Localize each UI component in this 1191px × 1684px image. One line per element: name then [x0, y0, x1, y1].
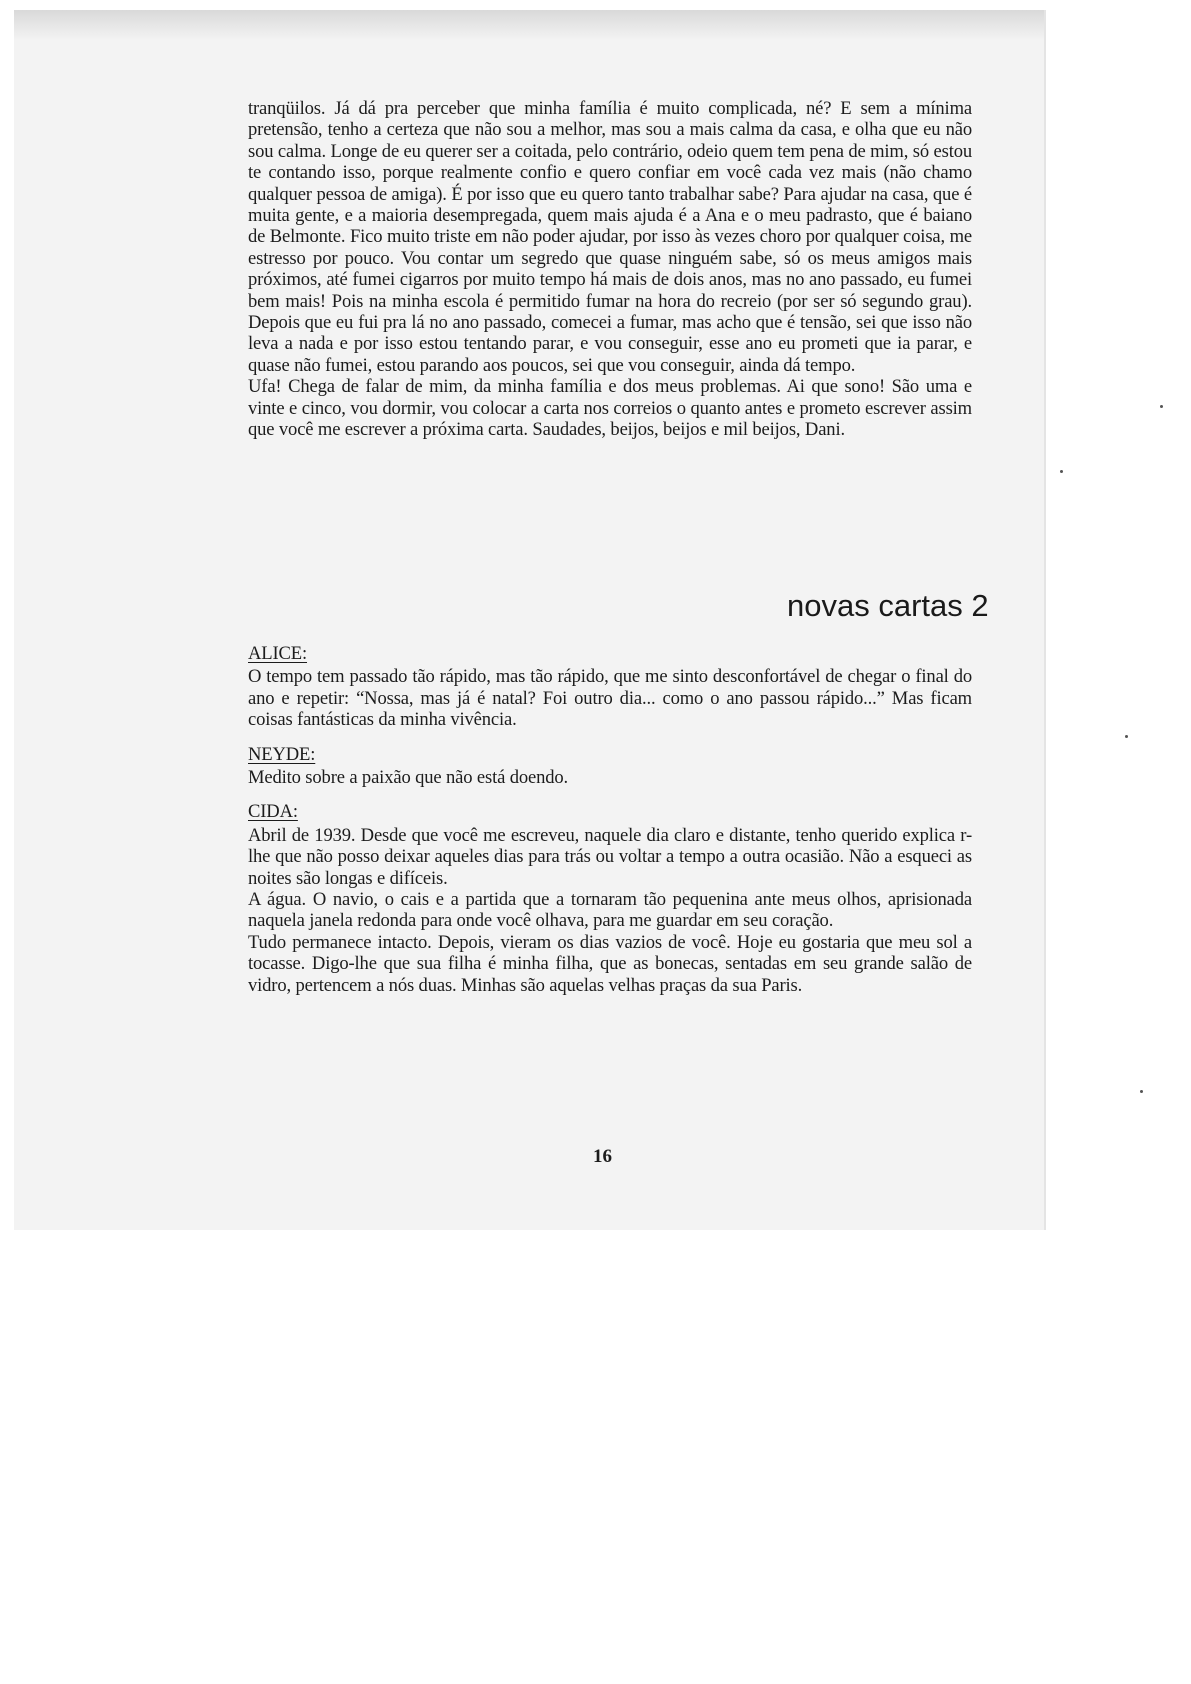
letter-text [248, 98, 972, 441]
entry-cida [248, 801, 972, 996]
scan-shadow [14, 10, 1044, 40]
entry-name: CIDA: [248, 801, 298, 823]
letter-paragraph: tranqüilos. Já dá pra perceber que minha família é muito complicada, né? E sem a mínima pretensão, tenho a certeza que não sou a melhor, mas sou a mais calma da casa, e olha que eu não sou calma. Longe de eu querer ser a coitada, pelo contrário, odeio quem tem pena de mim, só estou te contando isso, porque realmente confio e quero confiar em você cada vez mais (não chamo qualquer pessoa de amiga). É por isso que eu quero tanto trabalhar sabe? Para ajudar na casa, que é muita gente, e a maioria desempregada, quem mais ajuda é a Ana e o meu padrasto, que é baiano de Belmonte. Fico muito triste em não poder ajudar, por isso às vezes choro por qualquer coisa, me estresso por pouco. Vou contar um segredo que quase ninguém sabe, só os meus amigos mais próximos, até fumei cigarros por muito tempo há mais de dois anos, mas no ano passado, eu fumei bem mais! Pois na minha escola é permitido fumar na hora do recreio (por ser só segundo grau). Depois que eu fui pra lá no ano passado, comecei a fumar, mas acho que é tensão, sei que isso não leva a nada e por isso estou tentando parar, e vou conseguir, esse ano eu prometi que ia parar, e quase não fumei, estou parando aos poucos, sei que vou conseguir, ainda dá tempo. [248, 98, 972, 376]
entry-paragraph: Medito sobre a paixão que não está doendo. [248, 767, 569, 789]
entry-neyde [248, 744, 972, 789]
section-title: novas cartas 2 [787, 588, 989, 623]
entry-alice [248, 643, 972, 731]
entry-paragraph: Abril de 1939. Desde que você me escreveu, naquele dia claro e distante, tenho querido explica r-lhe que não posso deixar aqueles dias para trás ou voltar a tempo a outra ocasião. Não a esqueci as noites são longas e difíceis. [248, 824, 972, 889]
entry-name: NEYDE: [248, 743, 316, 765]
scan-speck [1160, 405, 1163, 408]
entry-paragraph: A água. O navio, o cais e a partida que a tornaram tão pequenina ante meus olhos, aprisionada naquela janela redonda para onde você olhava, para me guardar em seu coração. [248, 889, 972, 932]
entry-name: ALICE: [248, 643, 308, 664]
page-number: 16 [593, 1146, 612, 1167]
scan-speck [1140, 1090, 1143, 1093]
scan-speck [1060, 470, 1063, 473]
entry-paragraph: O tempo tem passado tão rápido, mas tão rápido, que me sinto desconfortável de chegar o final do ano e repetir: “Nossa, mas já é natal? Foi outro dia... como o ano passou rápido...” Mas ficam coisas fantásticas da minha vivência. [248, 666, 972, 731]
scan-speck [1125, 735, 1128, 738]
entries-list [248, 643, 972, 1009]
entry-paragraph: Tudo permanece intacto. Depois, vieram os dias vazios de você. Hoje eu gostaria que meu sol a tocasse. Digo-lhe que sua filha é minha filha, que as bonecas, sentadas em seu grande salão de vidro, pertencem a nós duas. Minhas são aquelas velhas praças da sua Paris. [248, 931, 972, 996]
letter-paragraph: Ufa! Chega de falar de mim, da minha família e dos meus problemas. Ai que sono! São uma e vinte e cinco, vou dormir, vou colocar a carta nos correios o quanto antes e prometo escrever assim que você me escrever a próxima carta. Saudades, beijos, beijos e mil beijos, Dani. [248, 376, 972, 441]
